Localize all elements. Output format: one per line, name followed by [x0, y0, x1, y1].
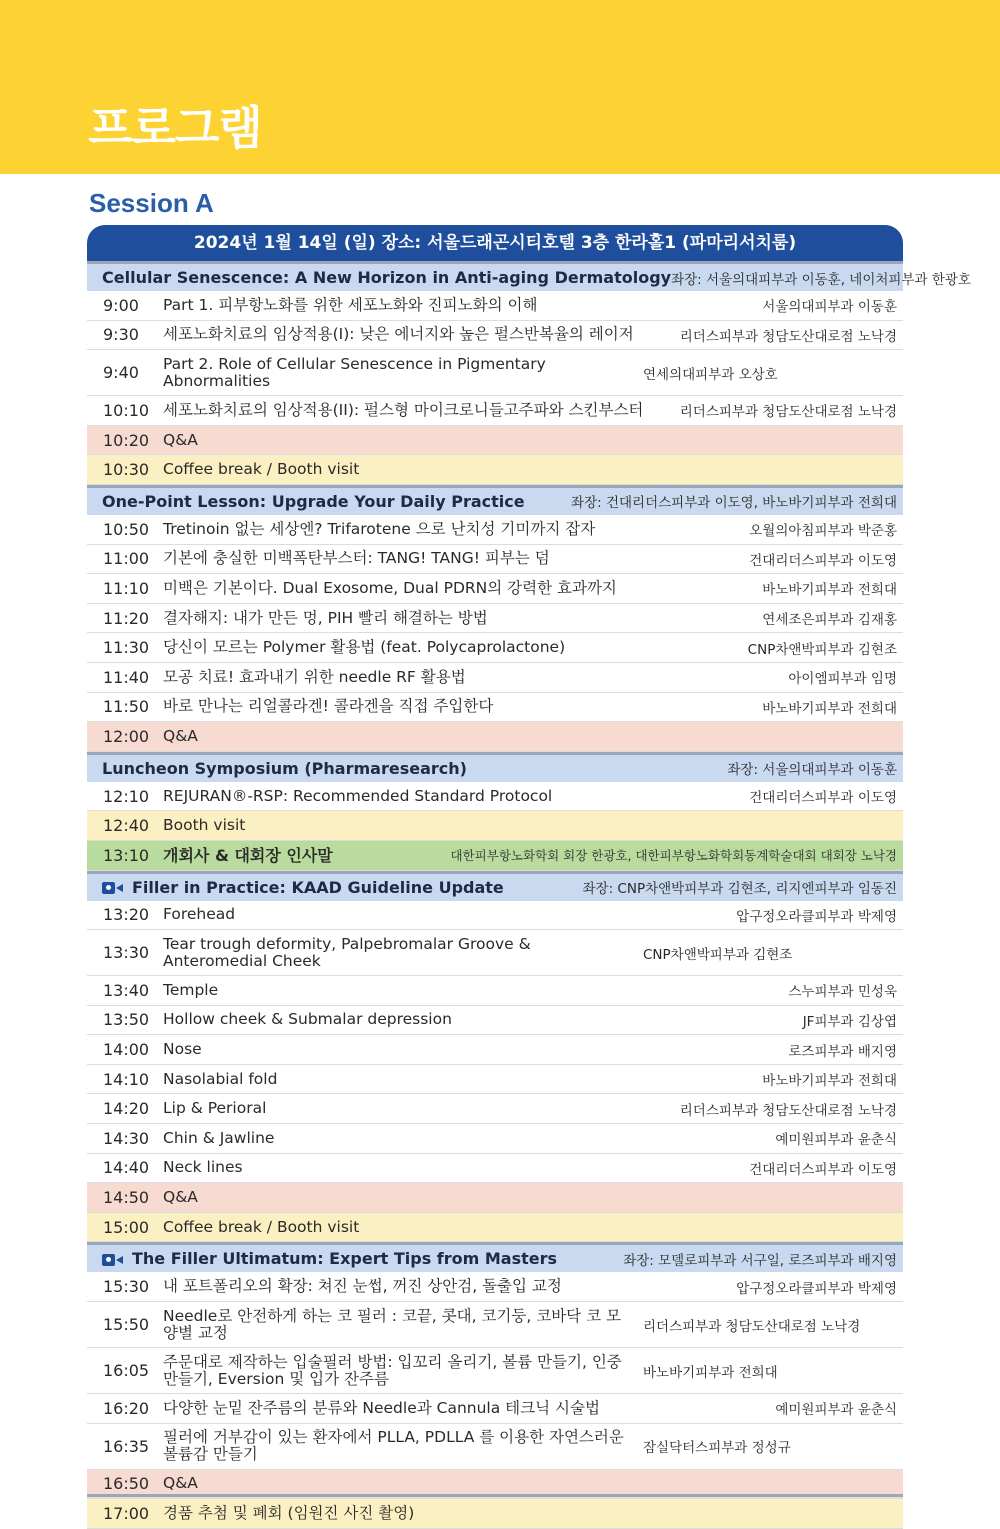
talk-title: Coffee break / Booth visit [163, 460, 360, 479]
talk-title: 경품 추첨 및 폐회 (임원진 사진 촬영) [163, 1504, 415, 1523]
time-cell: 14:30 [103, 1128, 150, 1148]
time-cell: 11:00 [103, 549, 150, 569]
schedule-row [87, 782, 903, 812]
schedule-row [87, 321, 903, 351]
speaker-cell: 압구정오라클피부과 박제영 [736, 908, 897, 925]
talk-title: Coffee break / Booth visit [163, 1217, 360, 1236]
speaker-cell: 바노바기피부과 전희대 [762, 1073, 897, 1090]
talk-title: 세포노화치료의 임상적용(I): 낮은 에너지와 높은 펄스반복율의 레이저 [163, 325, 634, 344]
talk-title: Lip & Perioral [163, 1099, 267, 1118]
schedule-row [87, 1006, 903, 1036]
time-cell: 11:50 [103, 697, 150, 717]
section-header [87, 871, 903, 901]
talk-title: Needle로 안전하게 하는 코 필러 : 코끝, 콧대, 코기둥, 코바닥 코 모양별 교정 [163, 1306, 621, 1342]
speaker-cell: 서울의대피부과 이동훈 [762, 299, 897, 316]
speaker-cell: 리더스피부과 청담도산대로점 노낙경 [679, 328, 897, 345]
talk-title: Tretinoin 없는 세상엔? Trifarotene 으로 난치성 기미까지 잡자 [163, 519, 596, 538]
section-chair: 좌장: 모델로피부과 서구일, 로즈피부과 배지영 [623, 1252, 897, 1269]
talk-title: Q&A [163, 1474, 198, 1493]
table-bottom-border [87, 1494, 903, 1497]
talk-title: 미백은 기본이다. Dual Exosome, Dual PDRN의 강력한 효과까지 [163, 578, 617, 597]
speaker-cell: 스누피부과 민성욱 [788, 984, 897, 1001]
schedule-row [87, 1035, 903, 1065]
speaker-cell: 건대리더스피부과 이도영 [749, 790, 897, 807]
schedule-row [87, 1094, 903, 1124]
time-cell: 13:30 [103, 943, 150, 963]
talk-title: 내 포트폴리오의 확장: 쳐진 눈썹, 꺼진 상안검, 돌출입 교정 [163, 1277, 562, 1296]
time-cell: 13:50 [103, 1010, 150, 1030]
talk-title: Forehead [163, 905, 236, 924]
talk-title: 기본에 충실한 미백폭탄부스터: TANG! TANG! 피부는 덤 [163, 549, 550, 568]
break-row [87, 811, 903, 841]
time-cell: 14:10 [103, 1069, 150, 1089]
header-banner [0, 0, 1000, 174]
time-cell: 16:05 [103, 1361, 150, 1381]
schedule-row [87, 901, 903, 931]
speaker-cell: 리더스피부과 청담도산대로점 노낙경 [679, 404, 897, 421]
time-cell: 12:10 [103, 786, 150, 806]
talk-title: Part 2. Role of Cellular Senescence in Pigmentary Abnormalities [163, 354, 546, 390]
talk-title: Q&A [163, 1188, 198, 1207]
time-cell: 11:40 [103, 667, 150, 687]
speaker-cell: 로즈피부과 배지영 [788, 1043, 897, 1060]
page-title: 프로그램 [88, 101, 262, 155]
speaker-cell: 바노바기피부과 전희대 [762, 700, 897, 717]
speaker-cell: 바노바기피부과 전희대 [643, 1364, 778, 1381]
talk-title: 주문대로 제작하는 입술필러 방법: 입꼬리 올리기, 볼륨 만들기, 인중만들기, Eversion 및 입가 잔주름 [163, 1352, 622, 1388]
section-title [102, 1249, 623, 1268]
talk-title: Q&A [163, 726, 198, 745]
talk-title: Neck lines [163, 1158, 243, 1177]
section-header [87, 1242, 903, 1272]
section-title [102, 268, 671, 287]
speaker-cell: 건대리더스피부과 이도영 [749, 552, 897, 569]
time-cell: 14:40 [103, 1158, 150, 1178]
video-camera-icon [102, 1254, 124, 1266]
time-cell: 14:00 [103, 1040, 150, 1060]
section-title [102, 492, 571, 511]
talk-title: 모공 치료! 효과내기 위한 needle RF 활용법 [163, 667, 466, 686]
schedule-row [87, 1272, 903, 1302]
time-cell: 11:30 [103, 638, 150, 658]
section-title-text: Filler in Practice: KAAD Guideline Update [132, 877, 504, 897]
break-row [87, 1499, 903, 1529]
schedule-row [87, 663, 903, 693]
break-row [87, 1213, 903, 1243]
time-cell: 12:40 [103, 816, 150, 836]
schedule-row [87, 976, 903, 1006]
talk-title: Nose [163, 1040, 202, 1059]
talk-title: Booth visit [163, 816, 246, 835]
speaker-cell: 잠실닥터스피부과 정성규 [643, 1440, 791, 1457]
schedule-row [87, 693, 903, 723]
talk-title: Tear trough deformity, Palpebromalar Groove & Anteromedial Cheek [163, 934, 531, 970]
talk-title: 세포노화치료의 임상적용(II): 펄스형 마이크로니들고주파와 스킨부스터 [163, 400, 644, 419]
section-title-text: The Filler Ultimatum: Expert Tips from Masters [132, 1249, 558, 1269]
talk-title: Chin & Jawline [163, 1128, 275, 1147]
section-title [102, 878, 583, 897]
schedule-row [87, 633, 903, 663]
time-cell: 16:20 [103, 1398, 150, 1418]
talk-title: 바로 만나는 리얼콜라겐! 콜라겐을 직접 주입한다 [163, 697, 494, 716]
section-title-text: One-Point Lesson: Upgrade Your Daily Practice [102, 491, 525, 511]
talk-title: Nasolabial fold [163, 1069, 278, 1088]
section-title-text: Luncheon Symposium (Pharmaresearch) [102, 758, 467, 778]
section-header [87, 261, 971, 291]
schedule-row [87, 545, 903, 575]
speaker-cell: JF피부과 김상엽 [802, 1013, 897, 1030]
speaker-cell: 압구정오라클피부과 박제영 [736, 1280, 897, 1297]
talk-title: REJURAN®-RSP: Recommended Standard Protocol [163, 786, 553, 805]
talk-title: 개회사 & 대회장 인사말 [163, 845, 333, 865]
speaker-cell: 아이엠피부과 임명 [788, 671, 897, 688]
time-cell: 14:50 [103, 1188, 150, 1208]
schedule-row [87, 515, 903, 545]
section-header [87, 752, 903, 782]
speaker-cell: 연세조은피부과 김재홍 [762, 612, 897, 629]
speaker-cell: 예미원피부과 윤춘식 [775, 1402, 897, 1419]
qa-row [87, 1183, 903, 1213]
time-cell: 13:20 [103, 905, 150, 925]
date-venue-bar: 2024년 1월 14일 (일) 장소: 서울드래곤시티호텔 3층 한라홀1 (파마리서치룸) [87, 225, 903, 261]
time-cell: 15:50 [103, 1315, 150, 1335]
break-row [87, 455, 903, 485]
section-chair: 좌장: 서울의대피부과 이동훈, 네이처피부과 한광호 [671, 271, 971, 288]
qa-row [87, 426, 903, 456]
speaker-cell: 예미원피부과 윤춘식 [775, 1132, 897, 1149]
talk-title: 결자해지: 내가 만든 멍, PIH 빨리 해결하는 방법 [163, 608, 488, 627]
schedule-row [87, 1424, 903, 1470]
time-cell: 9:40 [103, 363, 139, 383]
qa-row [87, 722, 903, 752]
section-title [102, 759, 727, 778]
talk-title: Temple [163, 980, 219, 999]
time-cell: 10:20 [103, 430, 150, 450]
schedule-row [87, 930, 903, 976]
time-cell: 15:00 [103, 1217, 150, 1237]
speaker-cell: CNP차앤박피부과 김현조 [747, 641, 897, 658]
schedule-row [87, 1124, 903, 1154]
opening-remarks-row [87, 841, 903, 871]
time-cell: 10:50 [103, 519, 150, 539]
section-chair: 좌장: 서울의대피부과 이동훈 [727, 762, 897, 779]
time-cell: 9:00 [103, 295, 139, 315]
talk-title: 필러에 거부감이 있는 환자에서 PLLA, PDLLA 를 이용한 자연스러운 볼륨감 만들기 [163, 1428, 624, 1464]
time-cell: 10:30 [103, 460, 150, 480]
time-cell: 15:30 [103, 1277, 150, 1297]
speaker-cell: 대한피부항노화학회 회장 한광호, 대한피부항노화학회동계학술대회 대회장 노낙경 [450, 848, 897, 864]
time-cell: 13:40 [103, 980, 150, 1000]
talk-title: Hollow cheek & Submalar depression [163, 1010, 452, 1029]
schedule-row [87, 1394, 903, 1424]
schedule-row [87, 574, 903, 604]
time-cell: 14:20 [103, 1099, 150, 1119]
schedule-row [87, 604, 903, 634]
time-cell: 16:35 [103, 1436, 150, 1456]
talk-title: 당신이 모르는 Polymer 활용법 (feat. Polycaprolactone) [163, 638, 566, 657]
time-cell: 17:00 [103, 1504, 150, 1524]
section-chair: 좌장: CNP차앤박피부과 김현조, 리지엔피부과 임동진 [582, 881, 897, 897]
talk-title: Part 1. 피부항노화를 위한 세포노화와 진피노화의 이해 [163, 295, 538, 314]
time-cell: 13:10 [103, 845, 150, 865]
schedule-row [87, 1154, 903, 1184]
talk-title: 다양한 눈밑 잔주름의 분류와 Needle과 Cannula 테크닉 시술법 [163, 1398, 600, 1417]
speaker-cell: 리더스피부과 청담도산대로점 노낙경 [679, 1102, 897, 1119]
time-cell: 9:30 [103, 325, 139, 345]
talk-title: Q&A [163, 430, 198, 449]
session-label: Session A [89, 188, 214, 218]
section-header [87, 485, 903, 515]
speaker-cell: 바노바기피부과 전희대 [762, 582, 897, 599]
video-camera-icon [102, 882, 124, 894]
section-title-text: Cellular Senescence: A New Horizon in Anti-aging Dermatology [102, 268, 672, 287]
time-cell: 10:10 [103, 400, 150, 420]
schedule-row [87, 1065, 903, 1095]
schedule-table [87, 261, 971, 1529]
speaker-cell: 리더스피부과 청담도산대로점 노낙경 [643, 1318, 861, 1335]
time-cell: 12:00 [103, 726, 150, 746]
time-cell: 11:10 [103, 578, 150, 598]
speaker-cell: 오월의아침피부과 박준홍 [749, 523, 897, 540]
speaker-cell: CNP차앤박피부과 김현조 [643, 946, 793, 963]
schedule-row [87, 396, 903, 426]
section-chair: 좌장: 건대리더스피부과 이도영, 바노바기피부과 전희대 [571, 495, 897, 512]
schedule-row [87, 350, 903, 396]
schedule-row [87, 1348, 903, 1394]
time-cell: 11:20 [103, 608, 150, 628]
speaker-cell: 건대리더스피부과 이도영 [749, 1161, 897, 1178]
time-cell: 16:50 [103, 1474, 150, 1494]
speaker-cell: 연세의대피부과 오상호 [643, 366, 778, 383]
schedule-row [87, 1302, 903, 1348]
schedule-row [87, 291, 903, 321]
